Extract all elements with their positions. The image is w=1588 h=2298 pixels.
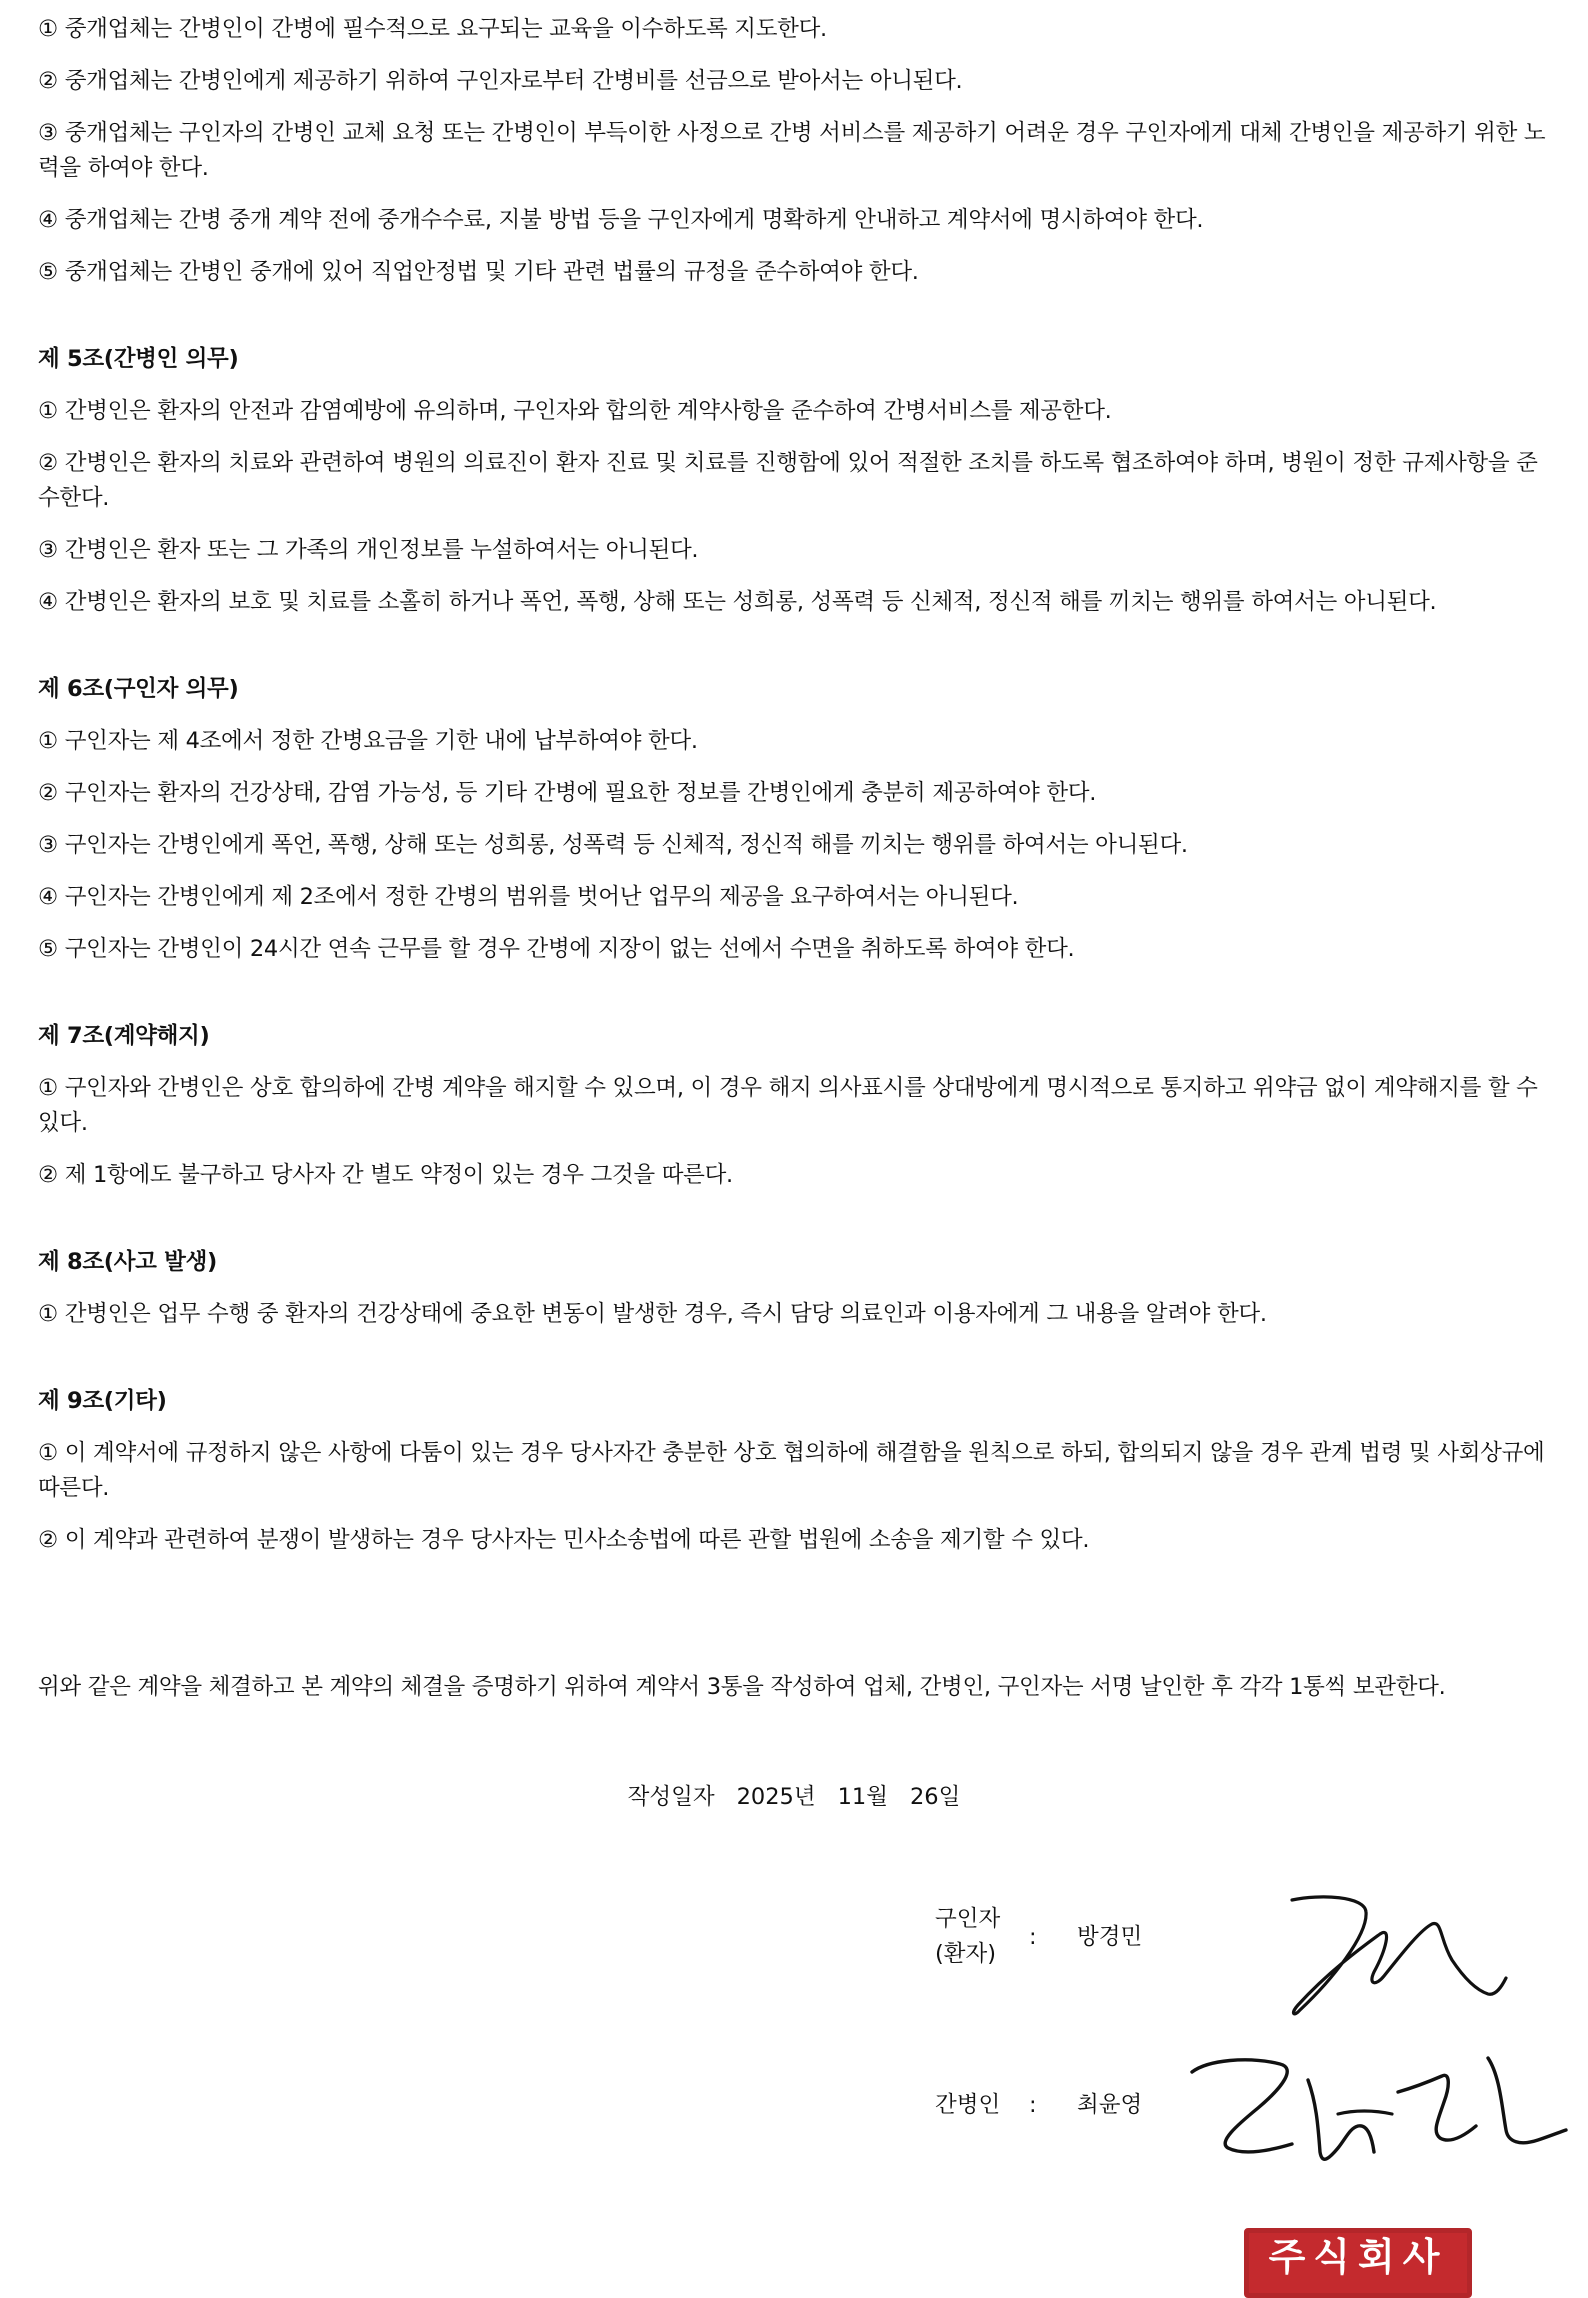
clause-7-2: ② 제 1항에도 불구하고 당사자 간 별도 약정이 있는 경우 그것을 따른다. [38,1162,733,1188]
client-signature [1280,1890,1520,2025]
closing-statement: 위와 같은 계약을 체결하고 본 계약의 체결을 증명하기 위하여 계약서 3통을 작성하여 업체, 간병인, 구인자는 서명 날인한 후 각각 1통씩 보관한다. [38,1674,1446,1700]
written-date [0,1780,1588,1815]
article-7-title: 제 7조(계약해지) [38,1023,210,1049]
article-6-title: 제 6조(구인자 의무) [38,676,239,702]
contract-body [38,12,1548,1575]
client-label-line-1: 구인자 [935,1906,1001,1932]
company-seal [1244,2228,1472,2298]
clause-9-1: ① 이 계약서에 규정하지 않은 사항에 다툼이 있는 경우 당사자간 충분한 상호 협의하에 해결함을 원칙으로 하되, 합의되지 않을 경우 관계 법령 및 사회상규에 따른다. [38,1440,1545,1501]
article-4-continuation [38,12,1548,290]
company-seal-text: 주식회사 [1268,2234,1448,2279]
clause-4-5: ⑤ 중개업체는 간병인 중개에 있어 직업안정법 및 기타 관련 법률의 규정을 준수하여야 한다. [38,259,919,285]
clause-4-4: ④ 중개업체는 간병 중개 계약 전에 중개수수료, 지불 방법 등을 구인자에게 명확하게 안내하고 계약서에 명시하여야 한다. [38,207,1204,233]
article-9 [38,1384,1548,1558]
article-5-title: 제 5조(간병인 의무) [38,346,239,372]
clause-6-3: ③ 구인자는 간병인에게 폭언, 폭행, 상해 또는 성희롱, 성폭력 등 신체적, 정신적 해를 끼치는 행위를 하여서는 아니된다. [38,832,1188,858]
clause-6-4: ④ 구인자는 간병인에게 제 2조에서 정한 간병의 범위를 벗어난 업무의 제공을 요구하여서는 아니된다. [38,884,1019,910]
date-label: 작성일자 [627,1784,715,1810]
clause-5-3: ③ 간병인은 환자 또는 그 가족의 개인정보를 누설하여서는 아니된다. [38,537,699,563]
client-label [935,1902,1000,1972]
date-day: 26일 [909,1784,961,1810]
article-8-title: 제 8조(사고 발생) [38,1249,217,1275]
clause-4-1: ① 중개업체는 간병인이 간병에 필수적으로 요구되는 교육을 이수하도록 지도한다. [38,16,827,42]
clause-8-1: ① 간병인은 업무 수행 중 환자의 건강상태에 중요한 변동이 발생한 경우, 즉시 담당 의료인과 이용자에게 그 내용을 알려야 한다. [38,1301,1267,1327]
clause-7-1: ① 구인자와 간병인은 상호 합의하에 간병 계약을 해지할 수 있으며, 이 경우 해지 의사표시를 상대방에게 명시적으로 통지하고 위약금 없이 계약해지를 할 수 있다. [38,1075,1538,1136]
caregiver-colon: : [1029,2092,1037,2118]
caregiver-signature [1188,2052,1568,2172]
date-month: 11월 [837,1784,888,1810]
clause-4-2: ② 중개업체는 간병인에게 제공하기 위하여 구인자로부터 간병비를 선금으로 받아서는 아니된다. [38,68,963,94]
date-year: 2025년 [736,1784,816,1810]
clause-4-3: ③ 중개업체는 구인자의 간병인 교체 요청 또는 간병인이 부득이한 사정으로 간병 서비스를 제공하기 어려운 경우 구인자에게 대체 간병인을 제공하기 위한 노력을 하여야 한다. [38,120,1546,181]
clause-6-2: ② 구인자는 환자의 건강상태, 감염 가능성, 등 기타 간병에 필요한 정보를 간병인에게 충분히 제공하여야 한다. [38,780,1097,806]
caregiver-label: 간병인 [935,2092,1001,2118]
client-name: 방경민 [1077,1924,1143,1950]
client-colon: : [1029,1924,1037,1950]
article-6 [38,672,1548,967]
clause-9-2: ② 이 계약과 관련하여 분쟁이 발생하는 경우 당사자는 민사소송법에 따른 관할 법원에 소송을 제기할 수 있다. [38,1527,1090,1553]
clause-6-1: ① 구인자는 제 4조에서 정한 간병요금을 기한 내에 납부하여야 한다. [38,728,698,754]
clause-5-4: ④ 간병인은 환자의 보호 및 치료를 소홀히 하거나 폭언, 폭행, 상해 또는 성희롱, 성폭력 등 신체적, 정신적 해를 끼치는 행위를 하여서는 아니된다. [38,589,1437,615]
clause-5-1: ① 간병인은 환자의 안전과 감염예방에 유의하며, 구인자와 합의한 계약사항을 준수하여 간병서비스를 제공한다. [38,398,1112,424]
article-5 [38,342,1548,620]
clause-6-5: ⑤ 구인자는 간병인이 24시간 연속 근무를 할 경우 간병에 지장이 없는 선에서 수면을 취하도록 하여야 한다. [38,936,1075,962]
article-7 [38,1019,1548,1193]
article-9-title: 제 9조(기타) [38,1388,167,1414]
client-label-line-2: (환자) [935,1941,997,1967]
article-8 [38,1245,1548,1332]
clause-5-2: ② 간병인은 환자의 치료와 관련하여 병원의 의료진이 환자 진료 및 치료를 진행함에 있어 적절한 조치를 하도록 협조하여야 하며, 병원이 정한 규제사항을 준수한다. [38,450,1538,511]
caregiver-name: 최윤영 [1077,2092,1143,2118]
